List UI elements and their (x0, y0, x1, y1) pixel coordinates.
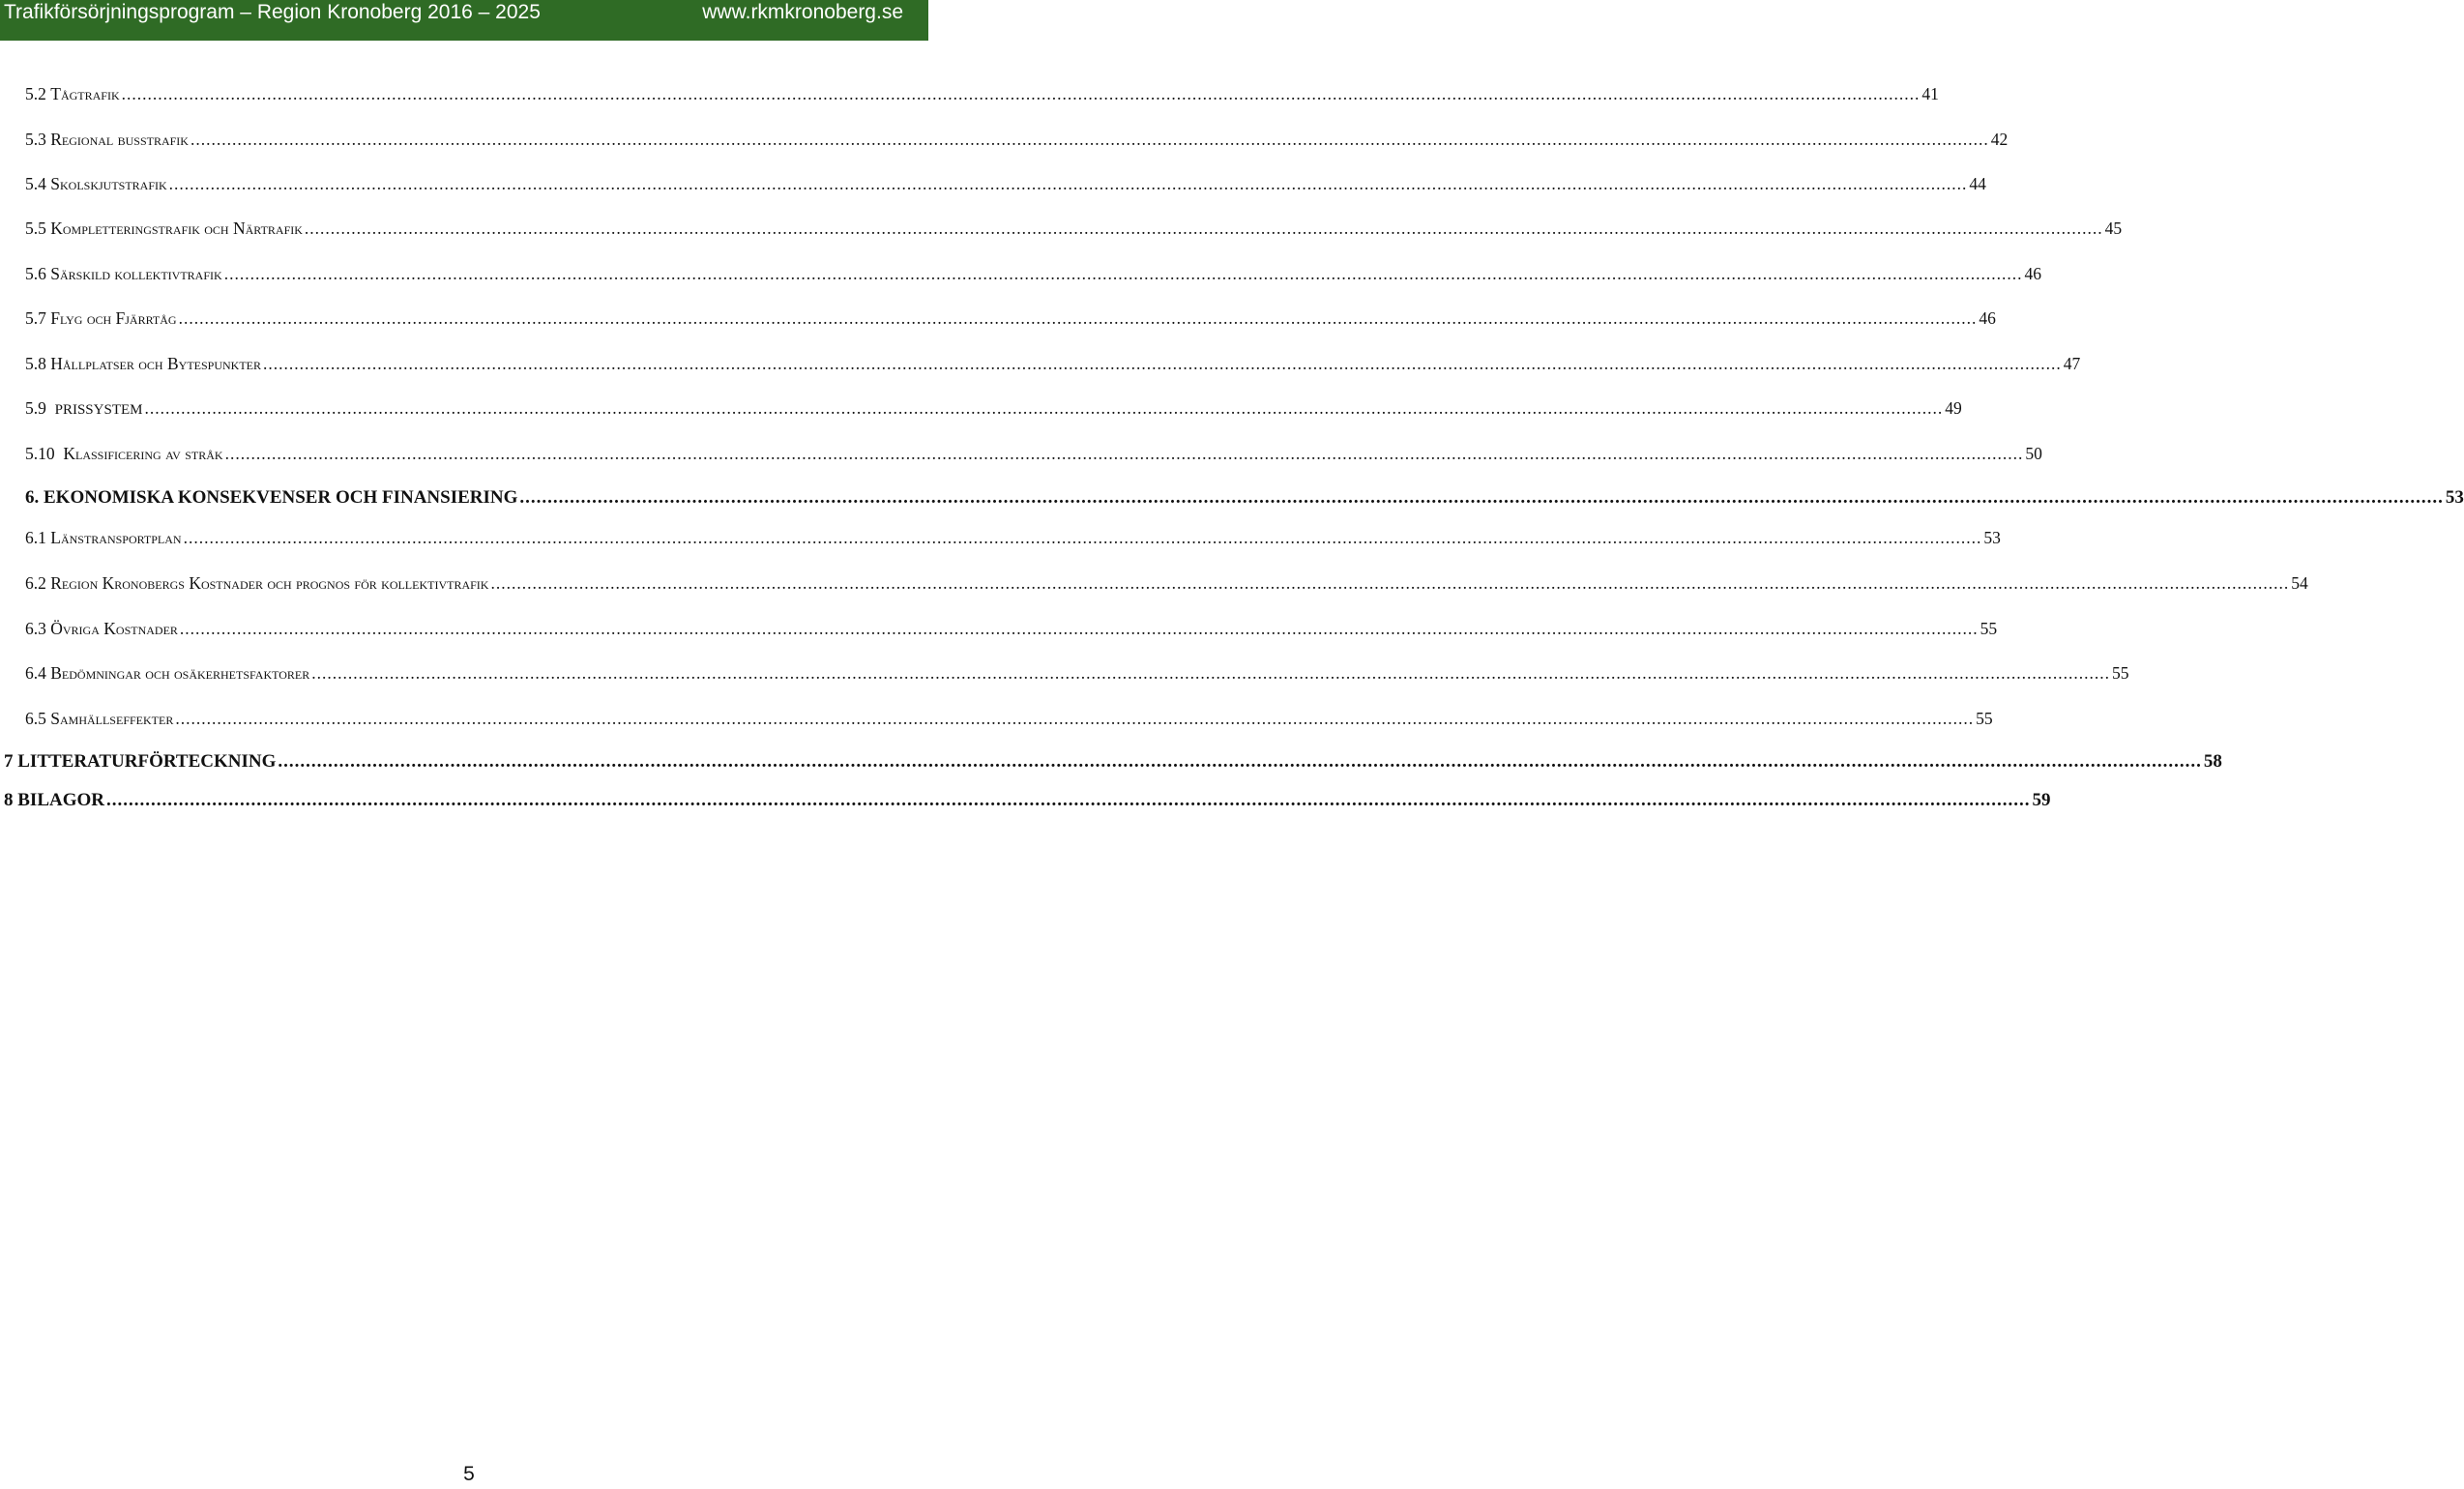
toc-number: 6.2 (25, 573, 46, 593)
toc-number: 5.9 (25, 398, 46, 418)
toc-page-number: 41 (1921, 84, 1939, 103)
toc-page-number: 58 (2203, 751, 2222, 772)
toc-number: 5.6 (25, 264, 46, 283)
toc-leader (278, 749, 2202, 774)
toc-page-number: 53 (1983, 528, 2001, 547)
toc-number: 5.5 (25, 219, 46, 238)
toc-title: Kompletteringstrafik och Närtrafik (50, 219, 303, 238)
toc-title: Region Kronobergs Kostnader och prognos för kollektivtrafik (50, 573, 489, 593)
toc-entry-8[interactable] (4, 788, 2051, 813)
toc-entry-5-6[interactable] (25, 261, 2041, 286)
toc-page-number: 53 (2445, 487, 2464, 508)
toc-leader (224, 261, 2023, 286)
toc-leader (184, 525, 1982, 550)
toc-number: 6.5 (25, 709, 46, 728)
toc-page-number: 50 (2025, 444, 2042, 463)
toc-title: Skolskjutstrafik (50, 174, 167, 193)
toc-entry-5-9[interactable] (25, 395, 1962, 421)
toc-number: 8 (4, 790, 14, 810)
toc-number: 5.8 (25, 354, 46, 373)
toc-page-number: 42 (1990, 130, 2009, 149)
toc-title: EKONOMISKA KONSEKVENSER OCH FINANSIERING (44, 487, 518, 508)
toc-leader (169, 171, 1968, 196)
toc-number: 5.10 (25, 444, 55, 463)
toc-title: Klassificering av stråk (63, 444, 223, 463)
toc-entry-7[interactable] (4, 749, 2222, 774)
toc-leader (145, 395, 1944, 421)
toc-title: Övriga Kostnader (50, 619, 178, 638)
toc-title: Hållplatser och Bytespunkter (50, 354, 261, 373)
header-url[interactable]: www.rkmkronoberg.se (702, 1, 903, 23)
toc-page-number: 59 (2032, 790, 2051, 810)
toc-leader (490, 570, 2289, 596)
toc-page-number: 55 (1976, 709, 1993, 728)
toc-entry-6-3[interactable] (25, 616, 1998, 641)
toc-entry-5-5[interactable] (25, 216, 2123, 241)
toc-entry-6-2[interactable] (25, 570, 2308, 596)
toc-title: PRISSYSTEM (54, 402, 143, 418)
toc-title: Tågtrafik (50, 84, 120, 103)
toc-entry-6-1[interactable] (25, 525, 2001, 550)
toc-entry-6-4[interactable] (25, 660, 2129, 686)
toc-leader (191, 127, 1989, 152)
toc-leader (180, 616, 1979, 641)
toc-leader (311, 660, 2110, 686)
toc-leader (106, 788, 2031, 813)
toc-entry-5-3[interactable] (25, 127, 2009, 152)
toc-page-number: 45 (2104, 219, 2123, 238)
toc-title: Regional busstrafik (50, 130, 189, 149)
toc-leader (263, 351, 2062, 376)
toc-number: 6.4 (25, 663, 46, 683)
header-title: Trafikförsörjningsprogram – Region Kronoberg 2016 – 2025 (4, 1, 541, 23)
toc-leader (519, 485, 2444, 511)
toc-leader (225, 441, 2024, 466)
toc-entry-6[interactable] (25, 485, 2464, 511)
toc-number: 6.3 (25, 619, 46, 638)
toc-page-number: 55 (1980, 619, 1998, 638)
toc-page-number: 44 (1969, 174, 1986, 193)
toc-leader (175, 706, 1974, 731)
toc-entry-5-10[interactable] (25, 441, 2042, 466)
toc-page-number: 47 (2063, 354, 2081, 373)
toc-number: 6. (25, 487, 40, 508)
toc-entry-6-5[interactable] (25, 706, 1993, 731)
toc-number: 5.3 (25, 130, 46, 149)
toc-page-number: 49 (1945, 398, 1962, 418)
toc-title: BILAGOR (17, 790, 104, 810)
toc-page-number: 46 (1979, 308, 1996, 328)
page-number: 5 (463, 1463, 475, 1485)
toc-title: Samhällseffekter (50, 709, 174, 728)
toc-entry-5-7[interactable] (25, 306, 1996, 331)
toc-entry-5-8[interactable] (25, 351, 2081, 376)
toc-title: Flyg och Fjärrtåg (50, 308, 177, 328)
toc-leader (305, 216, 2103, 241)
toc-number: 6.1 (25, 528, 46, 547)
toc-leader (179, 306, 1978, 331)
toc-entry-5-4[interactable] (25, 171, 1986, 196)
toc-page-number: 55 (2112, 663, 2129, 683)
toc-number: 5.4 (25, 174, 46, 193)
toc-title: Bedömningar och osäkerhetsfaktorer (50, 663, 310, 683)
toc-title: Särskild kollektivtrafik (50, 264, 222, 283)
toc-title: LITTERATURFÖRTECKNING (17, 751, 277, 772)
toc-number: 5.7 (25, 308, 46, 328)
toc-leader (122, 81, 1921, 106)
toc-entry-5-2[interactable] (25, 81, 1939, 106)
toc-page-number: 46 (2024, 264, 2041, 283)
toc-page-number: 54 (2291, 573, 2308, 593)
toc-number: 5.2 (25, 84, 46, 103)
toc-number: 7 (4, 751, 14, 772)
document-header (0, 0, 928, 41)
toc-title: Länstransportplan (50, 528, 182, 547)
